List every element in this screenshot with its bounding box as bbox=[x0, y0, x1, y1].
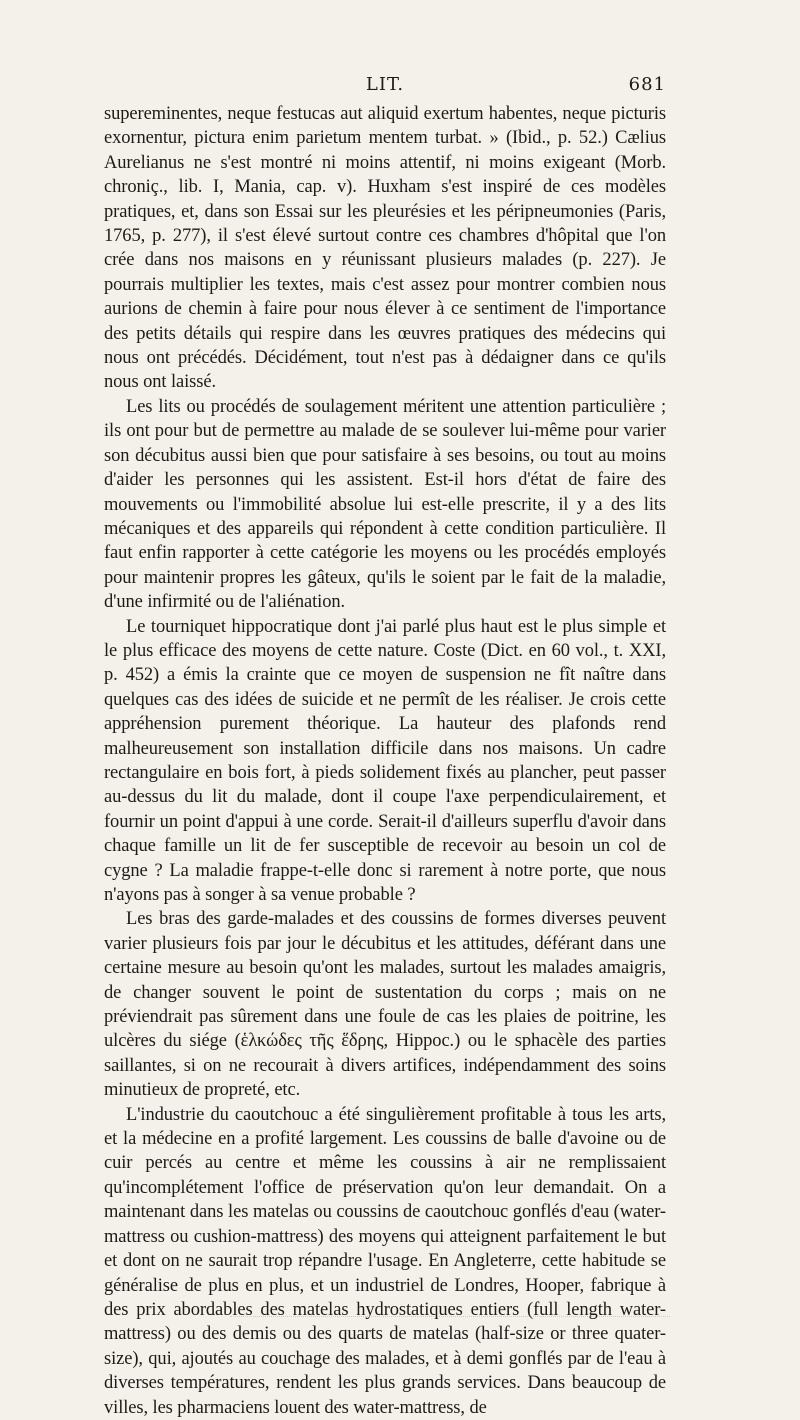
paragraph-lits: Les lits ou procédés de soulagement méritent une attention particulière ; ils ont pour but de permettre au malade de se soulever lui-même pour varier son décubitus aussi bien que pour satisfaire à ses besoins, ou tout au moins d'aider les personnes qui les assistent. Est-il hors d'état de faire des mouvements ou l'immobilité absolue lui est-elle prescrite, il y a des lits mécaniques et des appareils qui répondent à cette condition particulière. Il faut enfin rapporter à cette catégorie les moyens ou les procédés employés pour maintenir propres les gâteux, qu'ils le soient par le fait de la maladie, d'une infirmité ou de l'aliénation. bbox=[104, 396, 666, 613]
paragraph-continued: supereminentes, neque festucas aut aliquid exertum habentes, neque picturis exornentur, pictura enim parietum mentem turbat. » (Ibid., p. 52.) Cælius Aurelianus ne s'est montré ni moins attentif, ni moins exigeant (Morb. chroniç., lib. I, Mania, cap. v). Huxham s'est inspiré de ces modèles pratiques, et, dans son Essai sur les pleurésies et les péripneumonies (Paris, 1765, p. 277), il s'est élevé surtout contre ces chambres d'hôpital que l'on crée dans nos maisons en y réunissant plusieurs malades (p. 227). Je pourrais multiplier les textes, mais c'est assez pour montrer combien nous aurions de chemin à faire pour nous élever à ce sentiment de l'importance des petits détails qui respire dans les œuvres pratiques des médecins qui nous ont précédés. Décidément, tout n'est pas à dédaigner dans ce qu'ils nous ont laissé. bbox=[104, 104, 666, 393]
paragraph-coussins: Les bras des garde-malades et des coussins de formes diverses peuvent varier plusieurs fois par jour le décubitus et les attitudes, déférant dans une certaine mesure au besoin qu'ont les malades, surtout les malades amaigris, de changer souvent le point de sustentation du corps ; mais on ne préviendrait pas sûrement dans une foule de cas les plaies de poitrine, les ulcères du siége (ἑλκώδες τῆς ἕδρης, Hippoc.) ou le sphacèle des parties saillantes, si on ne recourait à divers artifices, indépendamment des soins minutieux de propreté, etc. bbox=[104, 909, 666, 1101]
running-head bbox=[104, 74, 666, 98]
body-text bbox=[104, 102, 666, 1420]
paragraph-tourniquet: Le tourniquet hippocratique dont j'ai parlé plus haut est le plus simple et le plus efficace des moyens de cette nature. Coste (Dict. en 60 vol., t. XXI, p. 452) a émis la crainte que ce moyen de suspension ne fît naître dans quelques cas des idées de suicide et ne permît de les réaliser. Je crois cette appréhension purement théorique. La hauteur des plafonds rend malheureusement son installation difficile dans nos maisons. Un cadre rectangulaire en bois fort, à pieds solidement fixés au plancher, peut passer au-dessus du lit du malade, dont il coupe l'axe perpendiculairement, et fournir un point d'appui à une corde. Serait-il d'ailleurs superflu d'avoir dans chaque famille un lit de fer susceptible de recevoir au besoin un col de cygne ? La maladie frappe-t-elle donc si rarement à notre porte, que nous n'ayons pas à songer à sa venue probable ? bbox=[104, 616, 666, 905]
paragraph-caoutchouc: L'industrie du caoutchouc a été singulièrement profitable à tous les arts, et la médecine en a profité largement. Les coussins de balle d'avoine ou de cuir percés au centre et même les coussins à air ne remplissaient qu'incomplétement l'office de préservation qu'on leur demandait. On a maintenant dans les matelas ou coussins de caoutchouc gonflés d'eau (water-mattress ou cushion-mattress) des moyens qui atteignent parfaitement le but et dont on ne saurait trop répandre l'usage. En Angleterre, cette habitude se généralise de plus en plus, et un industriel de Londres, Hooper, fabrique à des prix abordables des matelas hydrostatiques entiers (full length water-mattress) ou des demis ou des quarts de matelas (half-size or three quater-size), qui, ajoutés au couchage des malades, et à demi gonflés par de l'eau à diverses températures, rendent les plus grands services. Dans beaucoup de villes, les pharmaciens louent des water-mattress, de bbox=[104, 1104, 666, 1418]
page-bottom-marks bbox=[230, 1316, 670, 1325]
page-number: 681 bbox=[628, 74, 666, 95]
running-head-title: LIT. bbox=[365, 74, 405, 95]
